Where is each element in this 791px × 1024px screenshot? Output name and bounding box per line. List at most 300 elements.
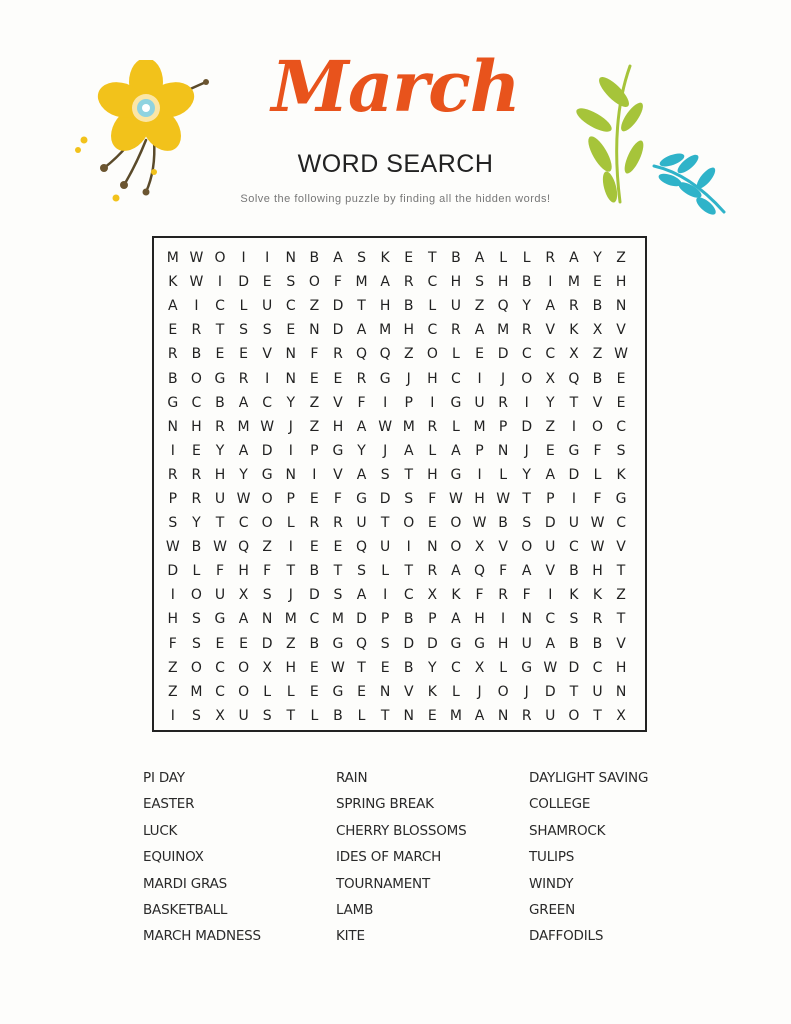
grid-letter[interactable]: D: [497, 346, 509, 363]
grid-letter[interactable]: I: [265, 370, 270, 387]
grid-letter[interactable]: T: [522, 490, 531, 507]
grid-letter[interactable]: S: [380, 635, 390, 652]
grid-letter[interactable]: L: [310, 707, 319, 724]
grid-letter[interactable]: A: [403, 442, 414, 459]
grid-letter[interactable]: B: [403, 611, 414, 628]
grid-letter[interactable]: L: [452, 346, 460, 363]
grid-letter[interactable]: R: [191, 322, 202, 339]
grid-letter[interactable]: Q: [568, 370, 580, 387]
grid-letter[interactable]: B: [403, 659, 414, 676]
grid-letter[interactable]: S: [333, 587, 343, 604]
grid-letter[interactable]: Q: [356, 539, 368, 556]
grid-letter[interactable]: D: [332, 322, 344, 339]
grid-letter[interactable]: D: [426, 635, 438, 652]
grid-letter[interactable]: G: [450, 635, 462, 652]
grid-letter[interactable]: E: [333, 370, 343, 387]
grid-letter[interactable]: A: [238, 394, 249, 411]
grid-letter[interactable]: I: [548, 587, 553, 604]
grid-letter[interactable]: Y: [215, 442, 225, 459]
grid-letter[interactable]: T: [428, 250, 437, 267]
grid-letter[interactable]: K: [592, 587, 603, 604]
grid-letter[interactable]: G: [332, 635, 344, 652]
grid-letter[interactable]: G: [261, 466, 273, 483]
grid-letter[interactable]: Y: [428, 659, 437, 676]
grid-letter[interactable]: X: [616, 707, 626, 724]
grid-letter[interactable]: H: [238, 563, 249, 580]
grid-letter[interactable]: N: [615, 683, 627, 700]
grid-letter[interactable]: F: [168, 635, 177, 652]
grid-letter[interactable]: B: [403, 298, 414, 315]
grid-letter[interactable]: S: [522, 515, 532, 532]
grid-letter[interactable]: I: [501, 611, 506, 628]
grid-letter[interactable]: D: [568, 659, 580, 676]
grid-letter[interactable]: O: [190, 659, 202, 676]
grid-letter[interactable]: H: [403, 322, 414, 339]
grid-letter[interactable]: Z: [403, 346, 414, 363]
grid-letter[interactable]: E: [616, 394, 626, 411]
grid-letter[interactable]: E: [427, 707, 437, 724]
grid-letter[interactable]: R: [333, 515, 343, 532]
grid-letter[interactable]: O: [426, 346, 438, 363]
grid-letter[interactable]: S: [262, 707, 272, 724]
grid-letter[interactable]: I: [524, 394, 529, 411]
grid-letter[interactable]: E: [262, 274, 272, 291]
grid-letter[interactable]: R: [521, 707, 532, 724]
grid-letter[interactable]: I: [571, 418, 576, 435]
grid-letter[interactable]: S: [616, 442, 626, 459]
grid-letter[interactable]: J: [383, 442, 388, 459]
grid-letter[interactable]: H: [427, 466, 438, 483]
grid-letter[interactable]: B: [309, 563, 320, 580]
grid-letter[interactable]: I: [477, 370, 482, 387]
grid-letter[interactable]: Y: [546, 394, 555, 411]
grid-letter[interactable]: D: [544, 683, 556, 700]
grid-letter[interactable]: N: [309, 322, 320, 339]
grid-letter[interactable]: Z: [545, 418, 556, 435]
grid-letter[interactable]: B: [592, 370, 603, 387]
grid-letter[interactable]: K: [616, 466, 626, 483]
grid-letter[interactable]: O: [521, 370, 533, 387]
grid-letter[interactable]: P: [498, 418, 508, 435]
grid-letter[interactable]: C: [545, 346, 556, 363]
grid-letter[interactable]: Z: [285, 635, 296, 652]
grid-letter[interactable]: C: [616, 418, 626, 435]
grid-letter[interactable]: E: [309, 539, 319, 556]
grid-letter[interactable]: H: [592, 563, 603, 580]
grid-letter[interactable]: X: [474, 539, 485, 556]
grid-letter[interactable]: Y: [192, 515, 201, 532]
grid-letter[interactable]: G: [214, 611, 226, 628]
grid-letter[interactable]: B: [309, 250, 320, 267]
grid-letter[interactable]: J: [406, 370, 411, 387]
grid-letter[interactable]: H: [474, 490, 485, 507]
grid-letter[interactable]: E: [309, 683, 319, 700]
grid-letter[interactable]: G: [214, 370, 226, 387]
grid-letter[interactable]: L: [381, 563, 390, 580]
grid-letter[interactable]: T: [616, 611, 626, 628]
grid-letter[interactable]: T: [215, 515, 225, 532]
grid-letter[interactable]: I: [548, 274, 553, 291]
grid-letter[interactable]: B: [521, 274, 532, 291]
grid-letter[interactable]: R: [521, 322, 532, 339]
grid-letter[interactable]: T: [380, 515, 390, 532]
grid-letter[interactable]: A: [356, 418, 367, 435]
grid-letter[interactable]: R: [498, 587, 508, 604]
grid-letter[interactable]: O: [497, 683, 509, 700]
grid-letter[interactable]: S: [404, 490, 414, 507]
grid-letter[interactable]: U: [262, 298, 273, 315]
grid-letter[interactable]: N: [285, 370, 296, 387]
grid-letter[interactable]: E: [309, 370, 319, 387]
grid-letter[interactable]: R: [498, 394, 508, 411]
grid-letter[interactable]: E: [545, 442, 555, 459]
grid-letter[interactable]: V: [616, 539, 626, 556]
grid-letter[interactable]: R: [215, 418, 225, 435]
grid-letter[interactable]: X: [474, 659, 485, 676]
grid-letter[interactable]: E: [475, 346, 484, 363]
grid-letter[interactable]: G: [615, 490, 627, 507]
grid-letter[interactable]: H: [497, 635, 509, 652]
grid-letter[interactable]: L: [452, 418, 460, 435]
grid-letter[interactable]: D: [356, 611, 367, 628]
grid-letter[interactable]: V: [616, 635, 626, 652]
grid-letter[interactable]: H: [427, 370, 438, 387]
grid-letter[interactable]: D: [308, 587, 320, 604]
grid-letter[interactable]: H: [615, 274, 627, 291]
grid-letter[interactable]: W: [378, 418, 393, 435]
grid-letter[interactable]: C: [262, 394, 273, 411]
grid-letter[interactable]: E: [380, 659, 390, 676]
grid-letter[interactable]: V: [262, 346, 272, 363]
grid-letter[interactable]: E: [357, 683, 366, 700]
grid-letter[interactable]: S: [168, 515, 178, 532]
grid-letter[interactable]: J: [524, 683, 529, 700]
grid-letter[interactable]: D: [568, 466, 580, 483]
grid-letter[interactable]: O: [238, 683, 250, 700]
grid-letter[interactable]: H: [191, 418, 202, 435]
grid-letter[interactable]: H: [474, 611, 485, 628]
grid-letter[interactable]: P: [404, 394, 413, 411]
grid-letter[interactable]: V: [545, 322, 556, 339]
grid-letter[interactable]: D: [261, 635, 273, 652]
grid-letter[interactable]: E: [286, 322, 296, 339]
grid-letter[interactable]: A: [380, 274, 390, 291]
grid-letter[interactable]: X: [262, 659, 272, 676]
grid-letter[interactable]: G: [332, 442, 344, 459]
grid-letter[interactable]: I: [430, 394, 435, 411]
grid-letter[interactable]: P: [168, 490, 178, 507]
grid-letter[interactable]: I: [170, 587, 175, 604]
grid-letter[interactable]: O: [190, 370, 202, 387]
grid-letter[interactable]: D: [379, 490, 391, 507]
grid-letter[interactable]: K: [569, 587, 579, 604]
grid-letter[interactable]: C: [215, 659, 225, 676]
grid-letter[interactable]: A: [356, 322, 367, 339]
grid-letter[interactable]: N: [497, 442, 509, 459]
grid-letter[interactable]: C: [451, 659, 461, 676]
grid-letter[interactable]: K: [380, 250, 390, 267]
grid-letter[interactable]: I: [288, 442, 293, 459]
grid-letter[interactable]: F: [215, 563, 225, 580]
grid-letter[interactable]: G: [450, 466, 462, 483]
grid-letter[interactable]: O: [214, 250, 226, 267]
grid-letter[interactable]: D: [544, 515, 556, 532]
grid-letter[interactable]: W: [165, 539, 180, 556]
grid-letter[interactable]: P: [310, 442, 319, 459]
grid-letter[interactable]: J: [524, 442, 529, 459]
grid-letter[interactable]: A: [474, 250, 485, 267]
grid-letter[interactable]: R: [356, 370, 367, 387]
grid-letter[interactable]: E: [616, 370, 626, 387]
grid-letter[interactable]: R: [403, 274, 414, 291]
grid-letter[interactable]: A: [238, 442, 249, 459]
grid-letter[interactable]: D: [521, 418, 533, 435]
grid-letter[interactable]: L: [499, 250, 508, 267]
grid-letter[interactable]: F: [263, 563, 272, 580]
grid-letter[interactable]: Z: [168, 659, 178, 676]
grid-letter[interactable]: E: [168, 322, 178, 339]
grid-letter[interactable]: I: [194, 298, 199, 315]
grid-letter[interactable]: E: [215, 346, 225, 363]
grid-letter[interactable]: I: [383, 587, 388, 604]
grid-letter[interactable]: N: [285, 466, 296, 483]
grid-letter[interactable]: V: [498, 539, 508, 556]
grid-letter[interactable]: C: [427, 274, 438, 291]
grid-letter[interactable]: M: [190, 683, 203, 700]
grid-letter[interactable]: N: [285, 250, 296, 267]
grid-letter[interactable]: C: [616, 515, 626, 532]
grid-letter[interactable]: M: [402, 418, 415, 435]
grid-letter[interactable]: T: [215, 322, 225, 339]
grid-letter[interactable]: E: [239, 635, 248, 652]
grid-letter[interactable]: T: [286, 707, 296, 724]
grid-letter[interactable]: L: [239, 298, 248, 315]
grid-letter[interactable]: U: [214, 587, 226, 604]
grid-letter[interactable]: Z: [592, 346, 603, 363]
grid-letter[interactable]: C: [451, 370, 461, 387]
grid-letter[interactable]: R: [545, 250, 556, 267]
grid-letter[interactable]: O: [568, 707, 580, 724]
grid-letter[interactable]: X: [238, 587, 249, 604]
grid-letter[interactable]: C: [521, 346, 532, 363]
grid-letter[interactable]: E: [309, 659, 319, 676]
grid-letter[interactable]: O: [261, 515, 273, 532]
grid-letter[interactable]: R: [309, 515, 320, 532]
grid-letter[interactable]: V: [545, 563, 556, 580]
grid-letter[interactable]: H: [615, 659, 627, 676]
grid-letter[interactable]: W: [614, 346, 628, 363]
grid-letter[interactable]: M: [379, 322, 392, 339]
grid-letter[interactable]: B: [592, 635, 603, 652]
grid-letter[interactable]: Y: [357, 442, 366, 459]
grid-letter[interactable]: X: [569, 346, 579, 363]
grid-letter[interactable]: F: [475, 587, 484, 604]
grid-letter[interactable]: M: [497, 322, 510, 339]
grid-letter[interactable]: P: [380, 611, 390, 628]
grid-letter[interactable]: H: [214, 466, 226, 483]
grid-letter[interactable]: N: [403, 707, 414, 724]
grid-letter[interactable]: Z: [309, 298, 320, 315]
grid-letter[interactable]: I: [406, 539, 411, 556]
grid-letter[interactable]: L: [428, 298, 437, 315]
grid-letter[interactable]: R: [333, 346, 343, 363]
grid-letter[interactable]: O: [190, 587, 202, 604]
grid-letter[interactable]: F: [522, 587, 531, 604]
grid-letter[interactable]: H: [285, 659, 297, 676]
grid-letter[interactable]: E: [427, 515, 437, 532]
grid-letter[interactable]: I: [265, 250, 270, 267]
grid-letter[interactable]: S: [475, 274, 484, 291]
grid-letter[interactable]: O: [261, 490, 273, 507]
grid-letter[interactable]: K: [168, 274, 178, 291]
grid-letter[interactable]: A: [451, 563, 461, 580]
grid-letter[interactable]: H: [450, 274, 462, 291]
grid-letter[interactable]: F: [357, 394, 366, 411]
grid-letter[interactable]: K: [451, 587, 461, 604]
grid-letter[interactable]: N: [615, 298, 627, 315]
grid-letter[interactable]: B: [191, 346, 202, 363]
grid-letter[interactable]: Z: [616, 587, 626, 604]
grid-letter[interactable]: T: [616, 563, 626, 580]
grid-letter[interactable]: N: [167, 418, 179, 435]
grid-letter[interactable]: M: [166, 250, 179, 267]
grid-letter[interactable]: C: [592, 659, 603, 676]
grid-letter[interactable]: I: [383, 394, 388, 411]
grid-letter[interactable]: U: [521, 635, 532, 652]
grid-letter[interactable]: Q: [238, 539, 250, 556]
grid-letter[interactable]: A: [356, 587, 367, 604]
grid-letter[interactable]: C: [238, 515, 249, 532]
grid-letter[interactable]: A: [474, 322, 485, 339]
grid-letter[interactable]: V: [333, 466, 343, 483]
grid-letter[interactable]: I: [571, 490, 576, 507]
grid-letter[interactable]: H: [497, 274, 509, 291]
grid-letter[interactable]: W: [449, 490, 463, 507]
grid-letter[interactable]: L: [428, 442, 437, 459]
grid-letter[interactable]: W: [496, 490, 511, 507]
grid-letter[interactable]: W: [213, 539, 227, 556]
grid-letter[interactable]: U: [238, 707, 249, 724]
grid-letter[interactable]: L: [357, 707, 366, 724]
grid-letter[interactable]: A: [545, 635, 556, 652]
grid-letter[interactable]: Q: [356, 635, 368, 652]
grid-letter[interactable]: S: [286, 274, 296, 291]
grid-letter[interactable]: E: [239, 346, 248, 363]
grid-letter[interactable]: R: [427, 418, 438, 435]
grid-letter[interactable]: G: [450, 394, 462, 411]
grid-letter[interactable]: G: [356, 490, 367, 507]
grid-letter[interactable]: K: [569, 322, 579, 339]
grid-letter[interactable]: R: [569, 298, 579, 315]
grid-letter[interactable]: T: [333, 563, 343, 580]
grid-letter[interactable]: E: [593, 274, 602, 291]
grid-letter[interactable]: B: [167, 370, 178, 387]
grid-letter[interactable]: L: [499, 659, 508, 676]
grid-letter[interactable]: X: [592, 322, 603, 339]
grid-letter[interactable]: T: [569, 683, 579, 700]
grid-letter[interactable]: O: [238, 659, 250, 676]
grid-letter[interactable]: V: [403, 683, 414, 700]
grid-letter[interactable]: S: [262, 322, 272, 339]
grid-letter[interactable]: G: [521, 659, 533, 676]
grid-letter[interactable]: E: [333, 539, 343, 556]
grid-letter[interactable]: D: [261, 442, 273, 459]
grid-letter[interactable]: T: [357, 298, 366, 315]
grid-letter[interactable]: P: [546, 490, 555, 507]
grid-letter[interactable]: W: [472, 515, 487, 532]
grid-letter[interactable]: O: [403, 515, 415, 532]
grid-letter[interactable]: I: [477, 466, 482, 483]
grid-letter[interactable]: H: [332, 418, 344, 435]
grid-letter[interactable]: W: [260, 418, 275, 435]
grid-letter[interactable]: Z: [262, 539, 272, 556]
grid-letter[interactable]: P: [286, 490, 295, 507]
grid-letter[interactable]: P: [428, 611, 437, 628]
grid-letter[interactable]: Q: [474, 563, 486, 580]
grid-letter[interactable]: S: [239, 322, 249, 339]
grid-letter[interactable]: O: [308, 274, 320, 291]
grid-letter[interactable]: C: [427, 322, 438, 339]
grid-letter[interactable]: W: [331, 659, 345, 676]
grid-letter[interactable]: Y: [239, 466, 248, 483]
grid-letter[interactable]: I: [170, 442, 175, 459]
grid-letter[interactable]: L: [499, 466, 508, 483]
grid-letter[interactable]: V: [592, 394, 603, 411]
grid-letter[interactable]: M: [473, 418, 486, 435]
grid-letter[interactable]: B: [569, 563, 579, 580]
grid-letter[interactable]: F: [333, 274, 342, 291]
grid-letter[interactable]: F: [499, 563, 508, 580]
grid-letter[interactable]: B: [592, 298, 603, 315]
grid-letter[interactable]: A: [356, 466, 367, 483]
grid-letter[interactable]: S: [262, 587, 272, 604]
grid-letter[interactable]: Z: [309, 394, 320, 411]
grid-letter[interactable]: R: [191, 490, 202, 507]
grid-letter[interactable]: G: [474, 635, 485, 652]
grid-letter[interactable]: X: [545, 370, 556, 387]
grid-letter[interactable]: Q: [379, 346, 391, 363]
grid-letter[interactable]: L: [192, 563, 201, 580]
grid-letter[interactable]: Y: [593, 250, 602, 267]
grid-letter[interactable]: T: [593, 707, 602, 724]
grid-letter[interactable]: I: [170, 707, 175, 724]
grid-letter[interactable]: J: [288, 418, 293, 435]
grid-letter[interactable]: L: [286, 515, 295, 532]
grid-letter[interactable]: J: [501, 370, 506, 387]
grid-letter[interactable]: B: [191, 539, 202, 556]
grid-letter[interactable]: A: [545, 298, 556, 315]
grid-letter[interactable]: C: [191, 394, 202, 411]
grid-letter[interactable]: B: [451, 250, 461, 267]
grid-letter[interactable]: G: [379, 370, 391, 387]
grid-letter[interactable]: R: [427, 563, 438, 580]
grid-letter[interactable]: M: [237, 418, 250, 435]
grid-letter[interactable]: S: [569, 611, 579, 628]
grid-letter[interactable]: F: [310, 346, 319, 363]
grid-letter[interactable]: U: [592, 683, 603, 700]
grid-letter[interactable]: K: [427, 683, 437, 700]
grid-letter[interactable]: Y: [286, 394, 296, 411]
grid-letter[interactable]: T: [569, 394, 579, 411]
grid-letter[interactable]: U: [450, 298, 462, 315]
grid-letter[interactable]: D: [167, 563, 179, 580]
grid-letter[interactable]: R: [451, 322, 461, 339]
grid-letter[interactable]: N: [285, 346, 296, 363]
grid-letter[interactable]: G: [167, 394, 179, 411]
grid-letter[interactable]: B: [498, 515, 508, 532]
grid-letter[interactable]: A: [238, 611, 249, 628]
grid-letter[interactable]: A: [333, 250, 343, 267]
